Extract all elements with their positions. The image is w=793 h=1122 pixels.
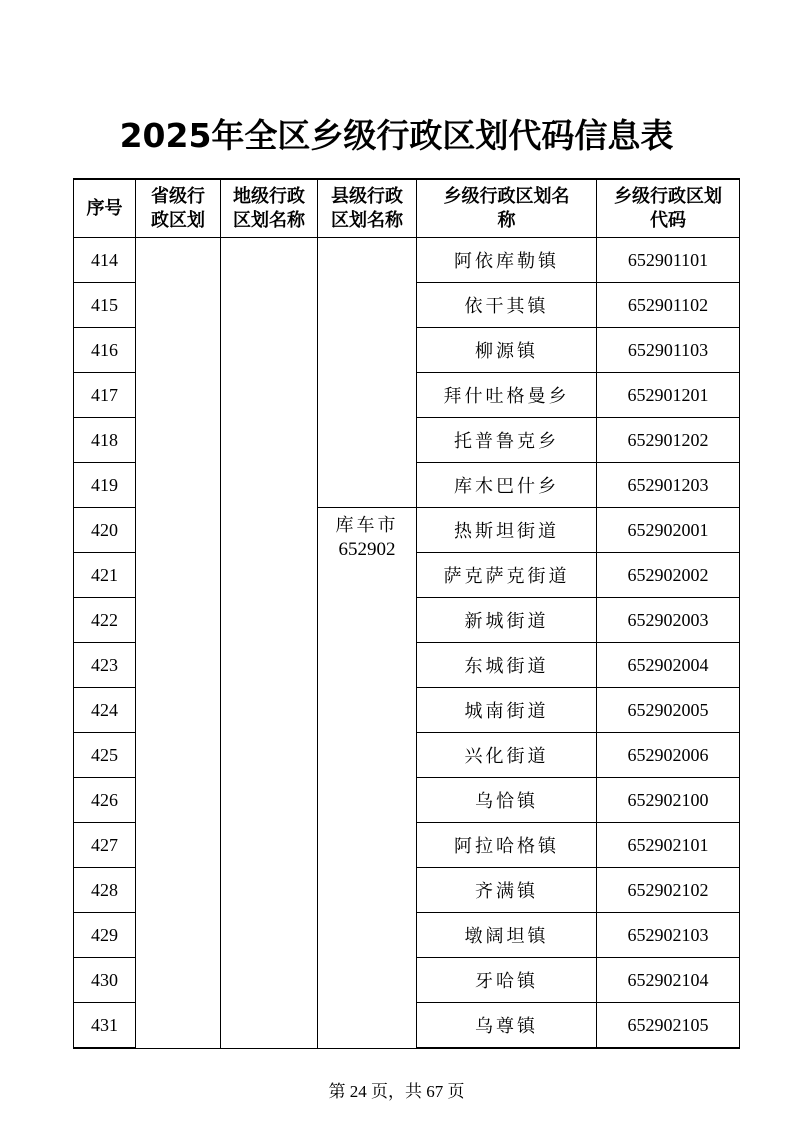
town-code: 652902002 xyxy=(597,553,740,598)
town-name: 乌恰镇 xyxy=(417,778,597,823)
row-seq: 429 xyxy=(74,913,136,958)
town-name: 拜什吐格曼乡 xyxy=(417,373,597,418)
county-name: 库车市 xyxy=(335,515,399,536)
town-name: 阿依库勒镇 xyxy=(417,238,597,283)
county-code: 652902 xyxy=(338,539,396,560)
town-name: 东城街道 xyxy=(417,643,597,688)
town-code: 652902105 xyxy=(597,1003,740,1049)
town-name: 乌尊镇 xyxy=(417,1003,597,1049)
town-name: 齐满镇 xyxy=(417,868,597,913)
town-code: 652901202 xyxy=(597,418,740,463)
town-name: 萨克萨克街道 xyxy=(417,553,597,598)
town-name: 库木巴什乡 xyxy=(417,463,597,508)
header-province: 省级行 政区划 xyxy=(136,179,221,238)
town-code: 652901101 xyxy=(597,238,740,283)
page-title: 2025年全区乡级行政区划代码信息表 xyxy=(119,116,674,155)
town-code: 652901102 xyxy=(597,283,740,328)
town-code: 652902101 xyxy=(597,823,740,868)
town-name: 托普鲁克乡 xyxy=(417,418,597,463)
town-code: 652901103 xyxy=(597,328,740,373)
row-seq: 423 xyxy=(74,643,136,688)
row-seq: 415 xyxy=(74,283,136,328)
page-footer: 第 24 页，共 67 页 xyxy=(328,1082,465,1101)
row-seq: 420 xyxy=(74,508,136,553)
row-seq: 417 xyxy=(74,373,136,418)
table-row xyxy=(74,238,740,283)
row-seq: 416 xyxy=(74,328,136,373)
row-seq: 418 xyxy=(74,418,136,463)
town-name: 新城街道 xyxy=(417,598,597,643)
town-name: 热斯坦街道 xyxy=(417,508,597,553)
town-name: 墩阔坦镇 xyxy=(417,913,597,958)
town-name: 牙哈镇 xyxy=(417,958,597,1003)
province-cell xyxy=(136,238,221,1049)
row-seq: 421 xyxy=(74,553,136,598)
header-county: 县级行政 区划名称 xyxy=(318,179,417,238)
town-name: 依干其镇 xyxy=(417,283,597,328)
county-cell-previous xyxy=(318,238,417,508)
county-cell-kuche xyxy=(318,508,417,1049)
prefecture-cell xyxy=(221,238,318,1049)
town-code: 652902006 xyxy=(597,733,740,778)
row-seq: 419 xyxy=(74,463,136,508)
row-seq: 422 xyxy=(74,598,136,643)
town-code: 652902102 xyxy=(597,868,740,913)
town-code: 652901201 xyxy=(597,373,740,418)
header-seq: 序号 xyxy=(74,179,136,238)
row-seq: 414 xyxy=(74,238,136,283)
table-header-row xyxy=(74,179,740,238)
row-seq: 430 xyxy=(74,958,136,1003)
town-code: 652901203 xyxy=(597,463,740,508)
town-code: 652902001 xyxy=(597,508,740,553)
row-seq: 426 xyxy=(74,778,136,823)
row-seq: 428 xyxy=(74,868,136,913)
town-name: 城南街道 xyxy=(417,688,597,733)
town-code: 652902003 xyxy=(597,598,740,643)
header-town-code: 乡级行政区划 代码 xyxy=(597,179,740,238)
town-code: 652902103 xyxy=(597,913,740,958)
row-seq: 427 xyxy=(74,823,136,868)
town-name: 阿拉哈格镇 xyxy=(417,823,597,868)
row-seq: 431 xyxy=(74,1003,136,1049)
division-code-table xyxy=(73,178,740,1049)
header-town-name: 乡级行政区划名 称 xyxy=(417,179,597,238)
town-code: 652902104 xyxy=(597,958,740,1003)
town-name: 兴化街道 xyxy=(417,733,597,778)
town-name: 柳源镇 xyxy=(417,328,597,373)
town-code: 652902100 xyxy=(597,778,740,823)
row-seq: 425 xyxy=(74,733,136,778)
town-code: 652902004 xyxy=(597,643,740,688)
row-seq: 424 xyxy=(74,688,136,733)
town-code: 652902005 xyxy=(597,688,740,733)
header-prefecture: 地级行政 区划名称 xyxy=(221,179,318,238)
